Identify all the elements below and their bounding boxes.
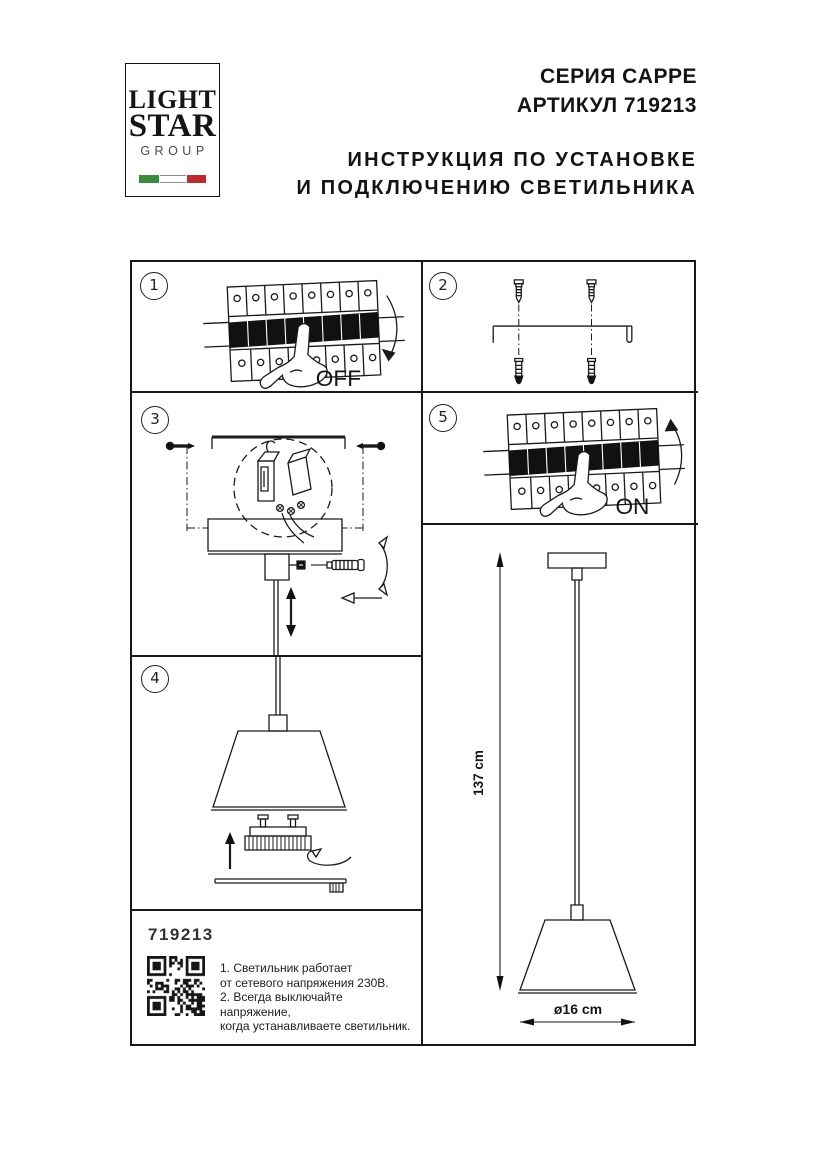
screw-icon [587, 280, 596, 303]
qr-code [147, 956, 205, 1016]
diffuser-plate [215, 879, 346, 892]
lampshade [520, 920, 635, 990]
arrow-left-icon [342, 593, 382, 603]
canopy [208, 519, 342, 551]
step-1-number: 1 [140, 272, 168, 300]
screw-icon [514, 280, 523, 303]
logo-word-star: STAR [128, 108, 217, 144]
cord [575, 580, 579, 905]
safety-notes [220, 961, 416, 1034]
step-5-number: 5 [429, 404, 457, 432]
note-line: 2. Всегда выключайте напряжение, [220, 990, 343, 1019]
lightstar-logo [125, 63, 220, 197]
on-label: ON [615, 494, 650, 518]
series-article-block [277, 62, 697, 120]
article-number: 719213 [148, 925, 214, 944]
note-line: от сетевого напряжения 230В. [220, 975, 389, 990]
series-label: СЕРИЯ CAPPE [539, 65, 697, 88]
arrow-up-icon [225, 832, 235, 869]
note-line: когда устанавливаете светильник. [220, 1019, 411, 1034]
cord [276, 655, 280, 715]
socket [571, 905, 583, 920]
lampshade [213, 731, 345, 807]
article-label: АРТИКУЛ 719213 [516, 94, 697, 117]
step-4-number: 4 [141, 665, 169, 693]
note-line: 1. Светильник работает [220, 961, 353, 975]
wall-anchor-icon [515, 359, 523, 384]
italian-flag-icon [139, 175, 206, 183]
arrow-up-icon [673, 426, 682, 485]
side-screw-icon [166, 442, 195, 449]
breaker-on-diagram [478, 398, 690, 518]
canopy-stem [265, 554, 289, 580]
wiring-canopy-diagram [130, 391, 421, 655]
shade-assembly-diagram [130, 655, 421, 909]
off-label: OFF [315, 366, 362, 390]
side-screw-icon [356, 442, 385, 449]
diameter-dimension [520, 1001, 635, 1026]
instruction-title-line2: И ПОДКЛЮЧЕНИЮ СВЕТИЛЬНИКА [296, 177, 697, 199]
step-3-number: 3 [141, 406, 169, 434]
mounting-bracket [493, 326, 632, 343]
canopy-stem [572, 568, 582, 580]
breaker-off-diagram [198, 270, 410, 390]
wire [267, 441, 275, 452]
step-2-number: 2 [429, 272, 457, 300]
bracket-diagram [478, 272, 650, 388]
lamp-dimensions-diagram [421, 523, 696, 1046]
logo-word-group: GROUP [140, 144, 209, 158]
logo-word-light: LIGHT [128, 85, 217, 114]
diameter-label: ø16 cm [553, 1001, 603, 1017]
arrow-down-icon [387, 296, 397, 355]
screwdriver-icon [311, 560, 364, 571]
height-dimension [471, 552, 504, 991]
rotate-arrow-icon [308, 849, 351, 865]
drop-height-label: 137 cm [471, 750, 486, 796]
instruction-title [237, 146, 697, 202]
lamp-module-icon [245, 815, 311, 850]
socket [269, 715, 287, 731]
cord [274, 580, 278, 655]
arrow-up-down-icon [286, 587, 296, 637]
instruction-title-line1: ИНСТРУКЦИЯ ПО УСТАНОВКЕ [347, 149, 697, 171]
rotate-arrow-icon [379, 537, 387, 595]
wall-anchor-icon [588, 359, 596, 384]
ceiling-canopy [548, 553, 606, 568]
notes-panel [130, 909, 421, 1046]
